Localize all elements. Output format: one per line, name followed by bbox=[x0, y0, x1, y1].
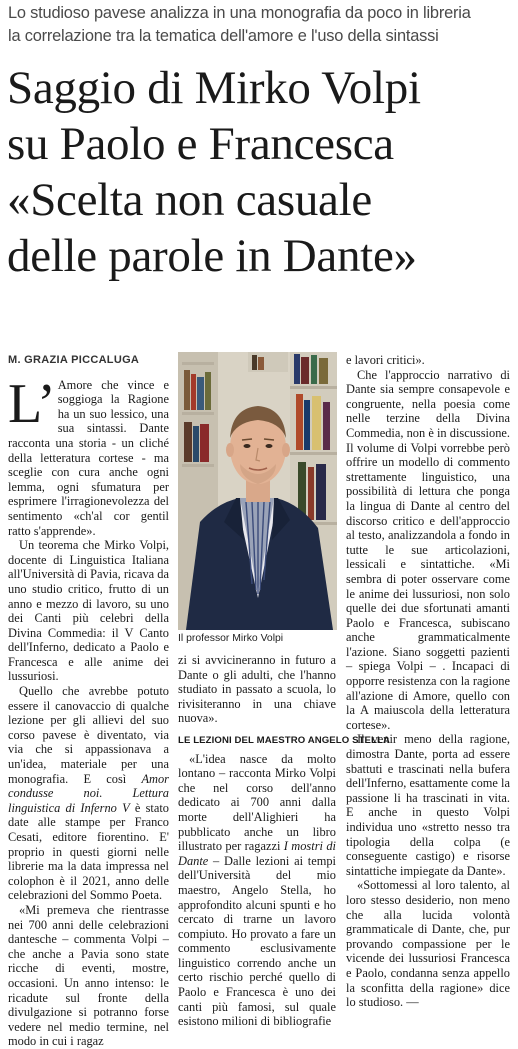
headline bbox=[7, 60, 513, 284]
kicker-line: la correlazione tra la tematica dell'amore e l'uso della sintassi bbox=[8, 27, 439, 45]
paragraph: Che l'approccio narrativo di Dante sia sempre consapevole e congruente, nella poesia come nelle terzine della Divina Commedia, non è in discussione. Il volume di Volpi vorrebbe però offrire un modello di commento strettamente linguistico, una possibilità di lettura che ponga la lingua di Dante al centro del discorso critico e dell'approccio al testo, analizzandola a fondo in tutte le sue articolazioni, lessicali e sintattiche. «Mi sembra di poter osservare come le anime dei lussuriosi, non solo quelle dei due sfortunati amanti Paolo e Francesca, subiscano anche grammaticalmente l'azione. Siano soggetti pazienti – spiega Volpi – . Incapaci di opporre resistenza con la ragione all'azione di Amore, quello con la A maiuscola della letteratura cortese». bbox=[346, 367, 510, 732]
headline-line: su Paolo e Francesca bbox=[7, 118, 394, 170]
paragraph: Quello che avrebbe potuto essere il canovaccio di qualche lezione per gli allievi del suo corso pavese è diventato, via via che si appassionava a un'idea, materiale per una monografia. E così Amor condusse noi. Lettura linguistica di Inferno V è stato date alle stampe per Franco Cesati, editore fiorentino. E' proprio in questi giorni nelle librerie ma la data impressa nel colophon è il 2021, anno delle celebrazioni del Sommo Poeta. bbox=[8, 684, 169, 903]
column-2 bbox=[178, 653, 391, 1029]
paragraph: Il venir meno della ragione, dimostra Dante, porta ad essere sbattuti e trascinati nella bufera dell'Inferno, esattamente come la passione li ha trascinati in vita. E anche in questo Volpi individua uno «stretto nesso tra tipologia della colpa (e conseguente castigo) e risorse sintattiche impiegate da Dante». bbox=[346, 732, 510, 878]
photo-caption: Il professor Mirko Volpi bbox=[178, 633, 284, 644]
headline-line: «Scelta non casuale bbox=[7, 174, 372, 226]
paragraph: L’ Amore che vince e soggioga la Ragione ha un suo lessico, una sua sintassi. Dante racconta una storia - un cliché della letteratura cortese - ma sceglie con cura anche ogni lemma, ogni sfumatura per esprimere l'irragionevolezza del sentimento «ch'al cor gentil ratto s'apprende». bbox=[8, 372, 169, 538]
paragraph: zi si avvicineranno in futuro a Dante o gli adulti, che l'hanno studiato in passato a scuola, lo rivisiteranno in una chiave nuova». bbox=[178, 653, 336, 726]
column-1 bbox=[8, 353, 169, 1049]
paragraph: «L'idea nasce da molto lontano – racconta Mirko Volpi che nel corso dell'anno dedicato ai 700 anni dalla morte dell'Alighieri ha pubblicato anche un libro illustrato per ragazzi I mostri di Dante – Dalle lezioni ai tempi dell'Università del mio maestro, Angelo Stella, ho approfondito alcuni spunti e ho cercato di trarne un lavoro compiuto. Ho provato a fare un commento esclusivamente linguistico correndo anche un certo rischio perché quello di Paolo e Francesca è uno dei canti più famosi, sul quale esistono milioni di bibliografie bbox=[178, 751, 336, 1029]
author-photo bbox=[178, 352, 337, 630]
paragraph: «Sottomessi al loro talento, al loro stesso desiderio, non meno che alla lucida volontà grammaticale di Dante, che, pur provando compassione per le vicende dei lussuriosi Francesca e Paolo, condanna senza appello la sconfitta della ragione» dice lo studioso. — bbox=[346, 878, 510, 1010]
author-photo-illustration bbox=[178, 352, 337, 630]
headline-line: Saggio di Mirko Volpi bbox=[7, 62, 421, 114]
kicker-line: Lo studioso pavese analizza in una monografia da poco in libreria bbox=[8, 4, 471, 22]
column-3 bbox=[346, 353, 510, 1010]
byline: M. GRAZIA PICCALUGA bbox=[8, 354, 140, 366]
headline-line: delle parole in Dante» bbox=[7, 230, 417, 282]
paragraph: «Mi premeva che rientrasse nei 700 anni delle celebrazioni dantesche – commenta Volpi – che anche a Pavia sono state ricche di eventi, mostre, occasioni. Un anno intenso: le ricadute sul fronte della divulgazione si potranno forse vedere nel medio termine, nel modo in cui i ragaz bbox=[8, 902, 169, 1049]
paragraph: e lavori critici». bbox=[346, 353, 425, 367]
section-subhead: LE LEZIONI DEL MAESTRO ANGELO STELLA bbox=[178, 734, 391, 746]
drop-cap: L’ bbox=[8, 372, 56, 435]
kicker bbox=[8, 2, 513, 48]
book-title: Amor condusse noi. Lettura linguistica di Inferno V bbox=[8, 771, 169, 815]
book-title: I mostri di Dante bbox=[178, 839, 336, 868]
paragraph: Un teorema che Mirko Volpi, docente di Linguistica Italiana all'Università di Pavia, ricava da uno studio critico, frutto di un anno e mezzo di lavoro, su uno dei Canti più celebri della Divina Commedia: il V Canto dell'Inferno, dedicato a Paolo e Francesca e alle anime dei lussuriosi. bbox=[8, 538, 169, 684]
